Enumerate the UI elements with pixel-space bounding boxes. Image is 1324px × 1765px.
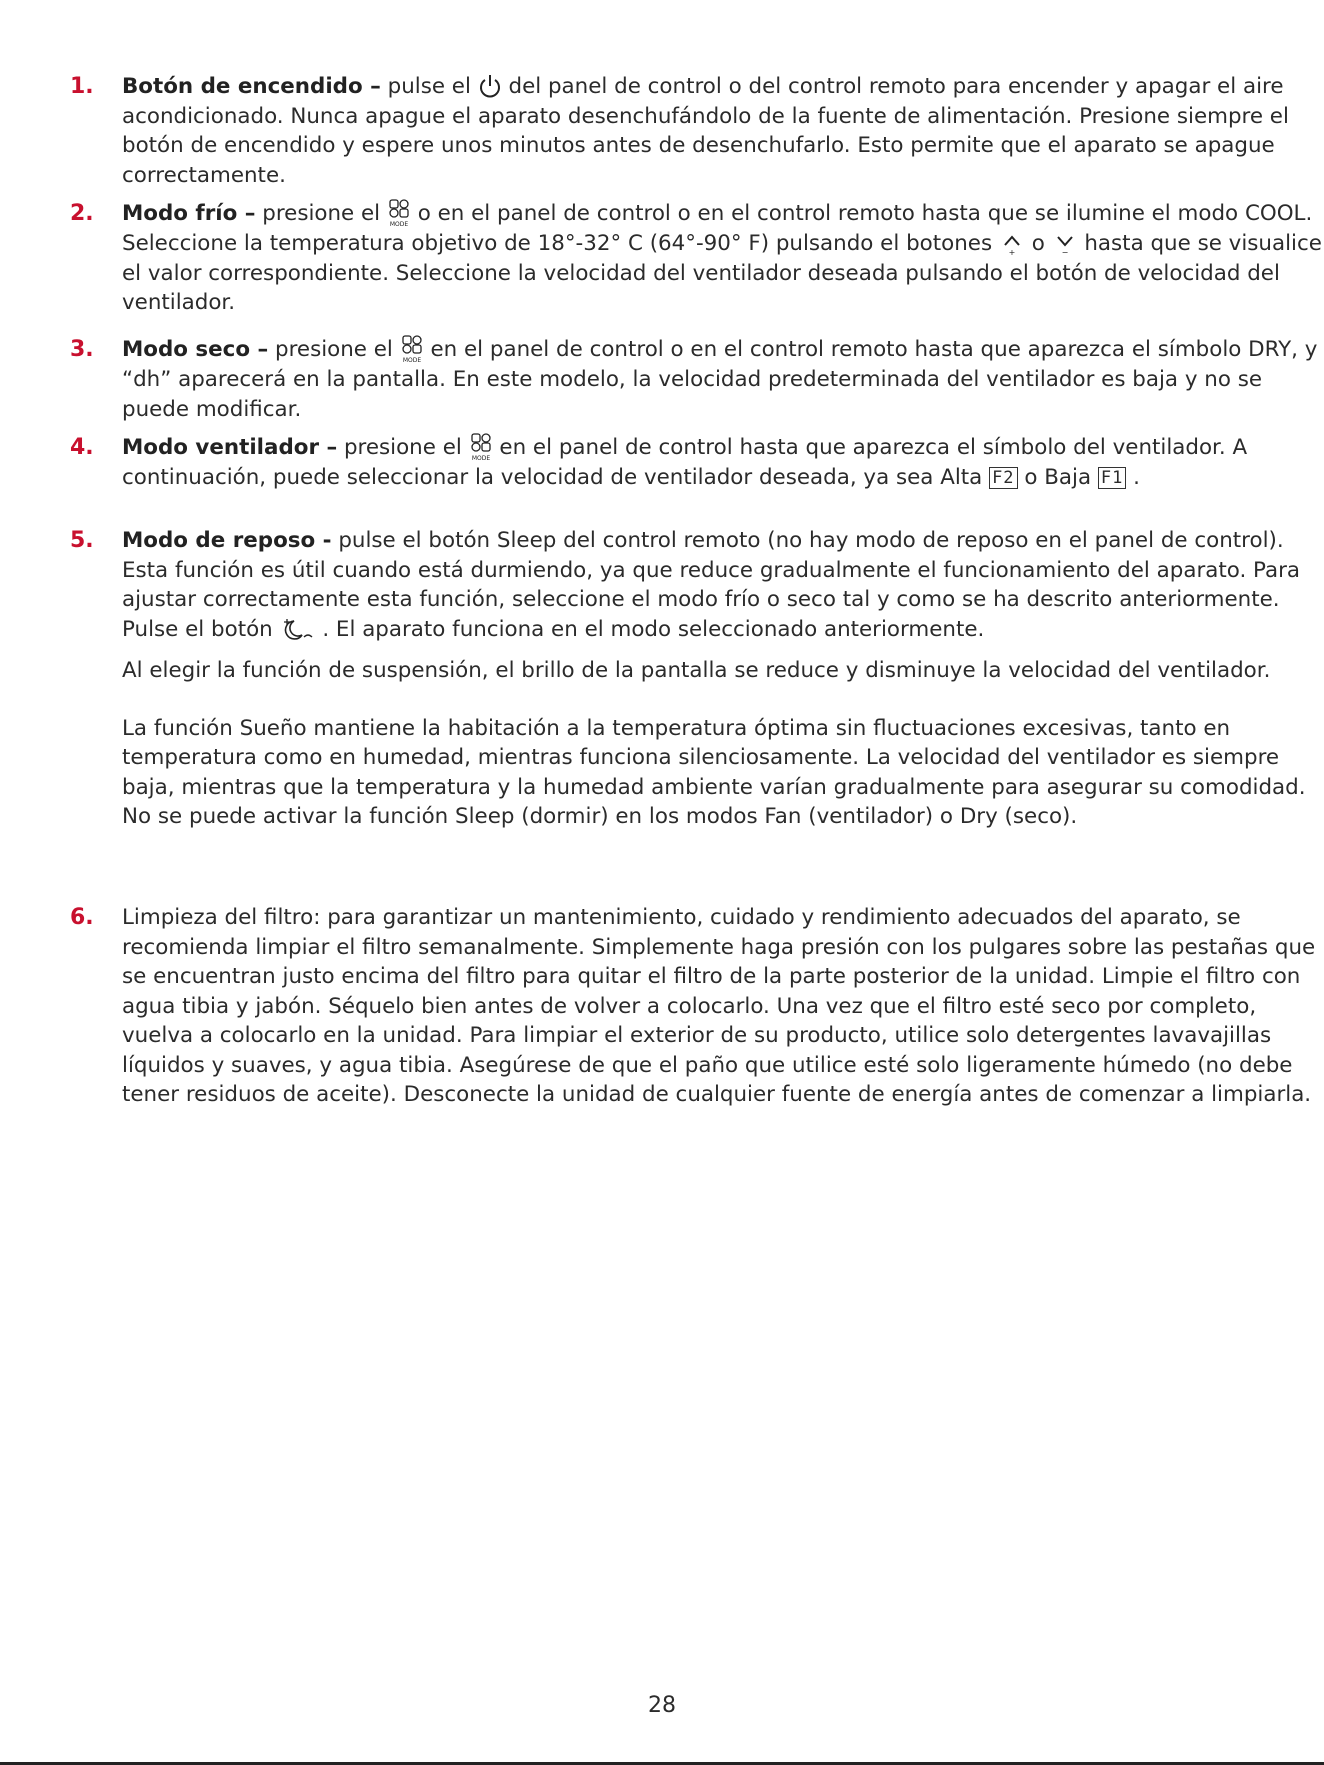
item-body — [122, 433, 1324, 493]
item-text: presione el — [255, 201, 387, 226]
svg-text:−: − — [1061, 248, 1068, 257]
item-text: pulse el — [380, 74, 478, 99]
item-text: Limpieza del filtro: para garantizar un mantenimiento, cuidado y rendimiento adecuados del aparato, se recomienda limpiar el filtro semanalmente. Simplemente haga presión con los pulgares sobre las pestañas que se encuentran justo encima del filtro para quitar el filtro de la parte posterior de la unidad. Limpie el filtro con agua tibia y jabón. Séquelo bien antes de volver a colocarlo. Una vez que el filtro esté seco por completo, vuelva a colocarlo en la unidad. Para limpiar el exterior de su producto, utilice solo detergentes lavavajillas líquidos y suaves, y agua tibia. Asegúrese de que el paño que utilice esté solo ligeramente húmedo (no debe tener residuos de aceite). Desconecte la unidad de cualquier fuente de energía antes de comenzar a limpiarla. — [122, 905, 1316, 1107]
item-number: 2. — [70, 201, 94, 226]
svg-text:+: + — [1008, 248, 1016, 257]
item-text: hasta que se visualice el valor correspondiente. Seleccione la velocidad del ventilador deseada pulsando el botón de velocidad del ventilador. — [122, 231, 1322, 315]
item-body — [122, 526, 1324, 832]
item-text: presione el — [268, 337, 400, 362]
item-body — [122, 903, 1324, 1110]
item-text: pulse el botón Sleep del control remoto (no hay modo de reposo en el panel de control). Esta función es útil cuando está durmiendo, ya que reduce gradualmente el funcionamiento del aparato. Para ajustar correctamente esta función, seleccione el modo frío o seco tal y como se ha descrito anteriormente. Pulse el botón — [122, 528, 1301, 642]
list-item-power — [70, 72, 1289, 190]
item-body — [122, 335, 1324, 424]
item-text: . — [1126, 465, 1140, 490]
item-text: o en el panel de control o en el control remoto hasta que se ilumine el modo COOL. Seleccione la temperatura objetivo de 18°-32° C (64°-90° F) pulsando el botones — [122, 201, 1313, 256]
sleep-paragraph-3: La función Sueño mantiene la habitación a la temperatura óptima sin fluctuaciones excesivas, tanto en temperatura como en humedad, mientras funciona silenciosamente. La velocidad del ventilador es siempre baja, mientras que la temperatura y la humedad ambiente varían gradualmente para asegurar su comodidad. No se puede activar la función Sleep (dormir) en los modos Fan (ventilador) o Dry (seco). — [122, 715, 1306, 829]
page-number: 28 — [648, 1693, 676, 1718]
temp-up-icon — [999, 231, 1025, 257]
item-lead: Modo seco – — [122, 337, 269, 362]
item-body — [122, 72, 1324, 190]
item-number: 1. — [70, 74, 94, 99]
mode-icon-label: MODE — [389, 221, 409, 228]
item-lead: Modo ventilador – — [122, 435, 338, 460]
mode-icon — [469, 433, 493, 463]
item-number: 3. — [70, 337, 94, 362]
item-text: o — [1024, 231, 1052, 256]
item-body — [122, 199, 1324, 318]
list-item-filter-cleaning — [70, 903, 1316, 1110]
sleep-paragraph-2: Al elegir la función de suspensión, el brillo de la pantalla se reduce y disminuye la velocidad del ventilador. — [122, 658, 1271, 683]
mode-icon-label: MODE — [471, 455, 490, 462]
item-lead: Modo de reposo - — [122, 528, 332, 553]
item-text: del panel de control o del control remoto para encender y apagar el aire acondicionado. Nunca apague el aparato desenchufándolo de la fuente de alimentación. Presione siempre el botón de encendido y espere unos minutos antes de desenchufarlo. Esto permite que el aparato se apague correctamente. — [122, 74, 1289, 188]
list-item-dry-mode — [70, 335, 1318, 424]
item-number: 4. — [70, 435, 94, 460]
mode-icon-label: MODE — [402, 357, 421, 364]
item-lead: Botón de encendido – — [122, 74, 381, 99]
list-item-fan-mode — [70, 433, 1270, 493]
list-item-cool-mode — [70, 199, 1322, 318]
sleep-icon — [280, 617, 316, 643]
mode-icon — [400, 335, 424, 365]
item-text: en el panel de control hasta que aparezca el símbolo del ventilador. A continuación, puede seleccionar la velocidad de ventilador deseada, ya sea Alta — [122, 435, 1248, 490]
list-item-sleep-mode — [70, 526, 1306, 832]
temp-down-icon — [1052, 231, 1078, 257]
item-text: . El aparato funciona en el modo seleccionado anteriormente. — [315, 616, 985, 642]
power-icon — [478, 74, 502, 100]
item-text: o Baja — [1017, 465, 1098, 490]
item-text: en el panel de control o en el control remoto hasta que aparezca el símbolo DRY, y “dh” aparecerá en la pantalla. En este modelo, la velocidad predeterminada del ventilador es baja y no se puede modificar. — [122, 337, 1318, 422]
item-number: 5. — [70, 528, 94, 553]
item-lead: Modo frío – — [122, 201, 256, 226]
item-number: 6. — [70, 905, 94, 930]
fan-high-display: F2 — [989, 467, 1017, 489]
fan-low-display: F1 — [1098, 467, 1126, 489]
item-text: presione el — [337, 435, 469, 460]
mode-icon — [387, 199, 411, 229]
